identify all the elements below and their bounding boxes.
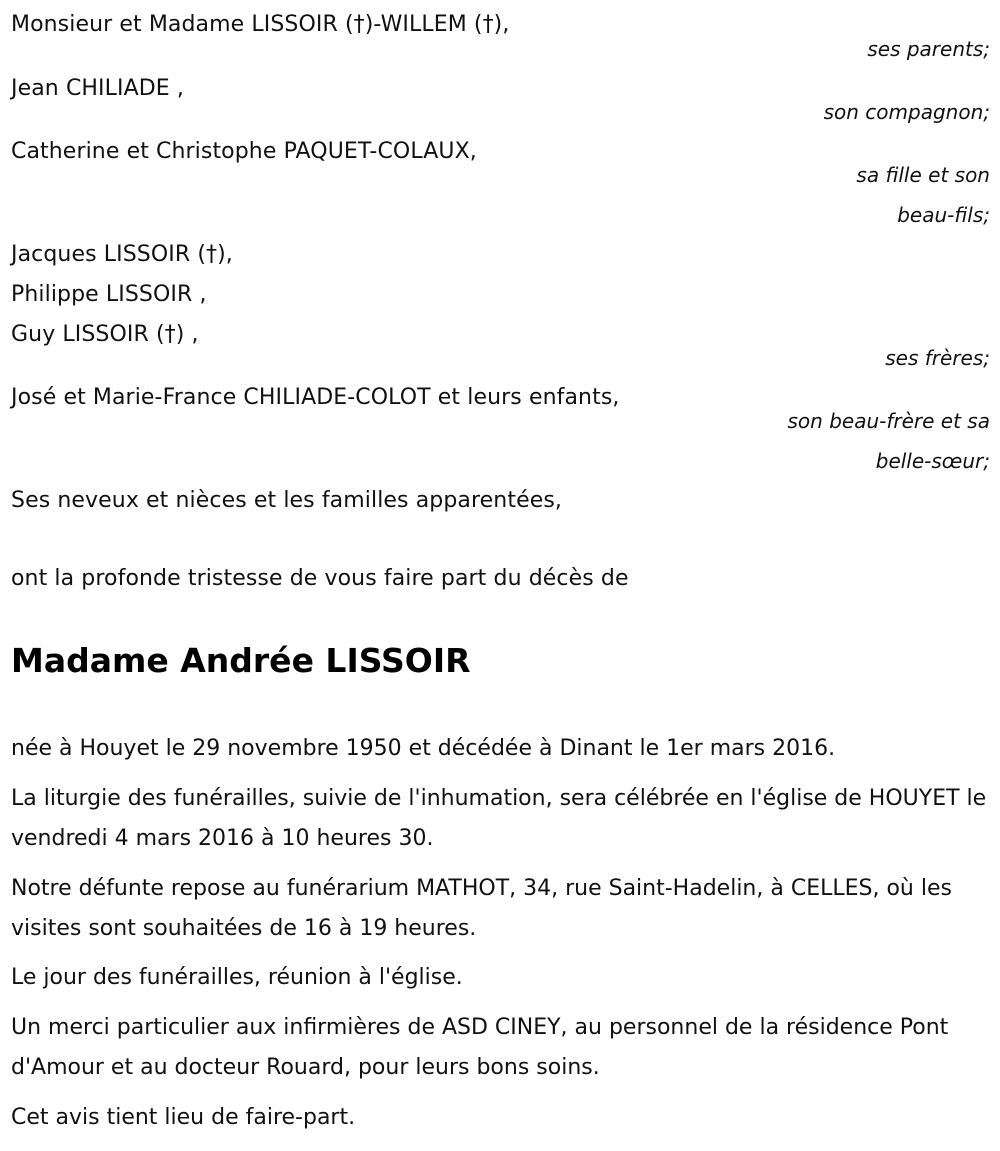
deceased-name: Madame Andrée LISSOIR [11,641,471,680]
meeting-paragraph: Le jour des funérailles, réunion à l'église. [11,965,463,990]
family-name-parents: Monsieur et Madame LISSOIR (†)-WILLEM (†), [11,12,510,37]
funerarium-paragraph: Notre défunte repose au funérarium MATHOT, 34, rue Saint-Hadelin, à CELLES, où les visites sont souhaitées de 16 à 19 heures. [11,876,952,941]
announcement-text: ont la profonde tristesse de vous faire part du décès de [11,566,629,591]
family-name-brother-2: Philippe LISSOIR , [11,282,207,307]
relation-parents: ses parents; [867,37,990,61]
relation-brothers: ses frères; [885,346,990,370]
birth-death-paragraph: née à Houyet le 29 novembre 1950 et décédée à Dinant le 1er mars 2016. [11,736,836,761]
family-name-nephews: Ses neveux et nièces et les familles apparentées, [11,488,563,513]
family-name-in-laws: José et Marie-France CHILIADE-COLOT et leurs enfants, [11,385,620,410]
relation-in-laws-line2: belle-sœur; [875,449,990,473]
liturgy-paragraph: La liturgie des funérailles, suivie de l'inhumation, sera célébrée en l'église de HOUYET le vendredi 4 mars 2016 à 10 heures 30. [11,786,987,851]
thanks-paragraph: Un merci particulier aux infirmières de ASD CINEY, au personnel de la résidence Pont d'Amour et au docteur Rouard, pour leurs bons soins. [11,1015,949,1080]
family-name-companion: Jean CHILIADE , [11,76,184,101]
relation-daughter-line1: sa fille et son [856,163,990,187]
relation-daughter-line2: beau-fils; [897,203,990,227]
family-name-brother-3: Guy LISSOIR (†) , [11,322,199,347]
family-name-brother-1: Jacques LISSOIR (†), [11,242,233,267]
family-name-daughter: Catherine et Christophe PAQUET-COLAUX, [11,139,477,164]
relation-in-laws-line1: son beau-frère et sa [787,409,990,433]
closing-paragraph: Cet avis tient lieu de faire-part. [11,1105,356,1130]
relation-companion: son compagnon; [823,100,990,124]
